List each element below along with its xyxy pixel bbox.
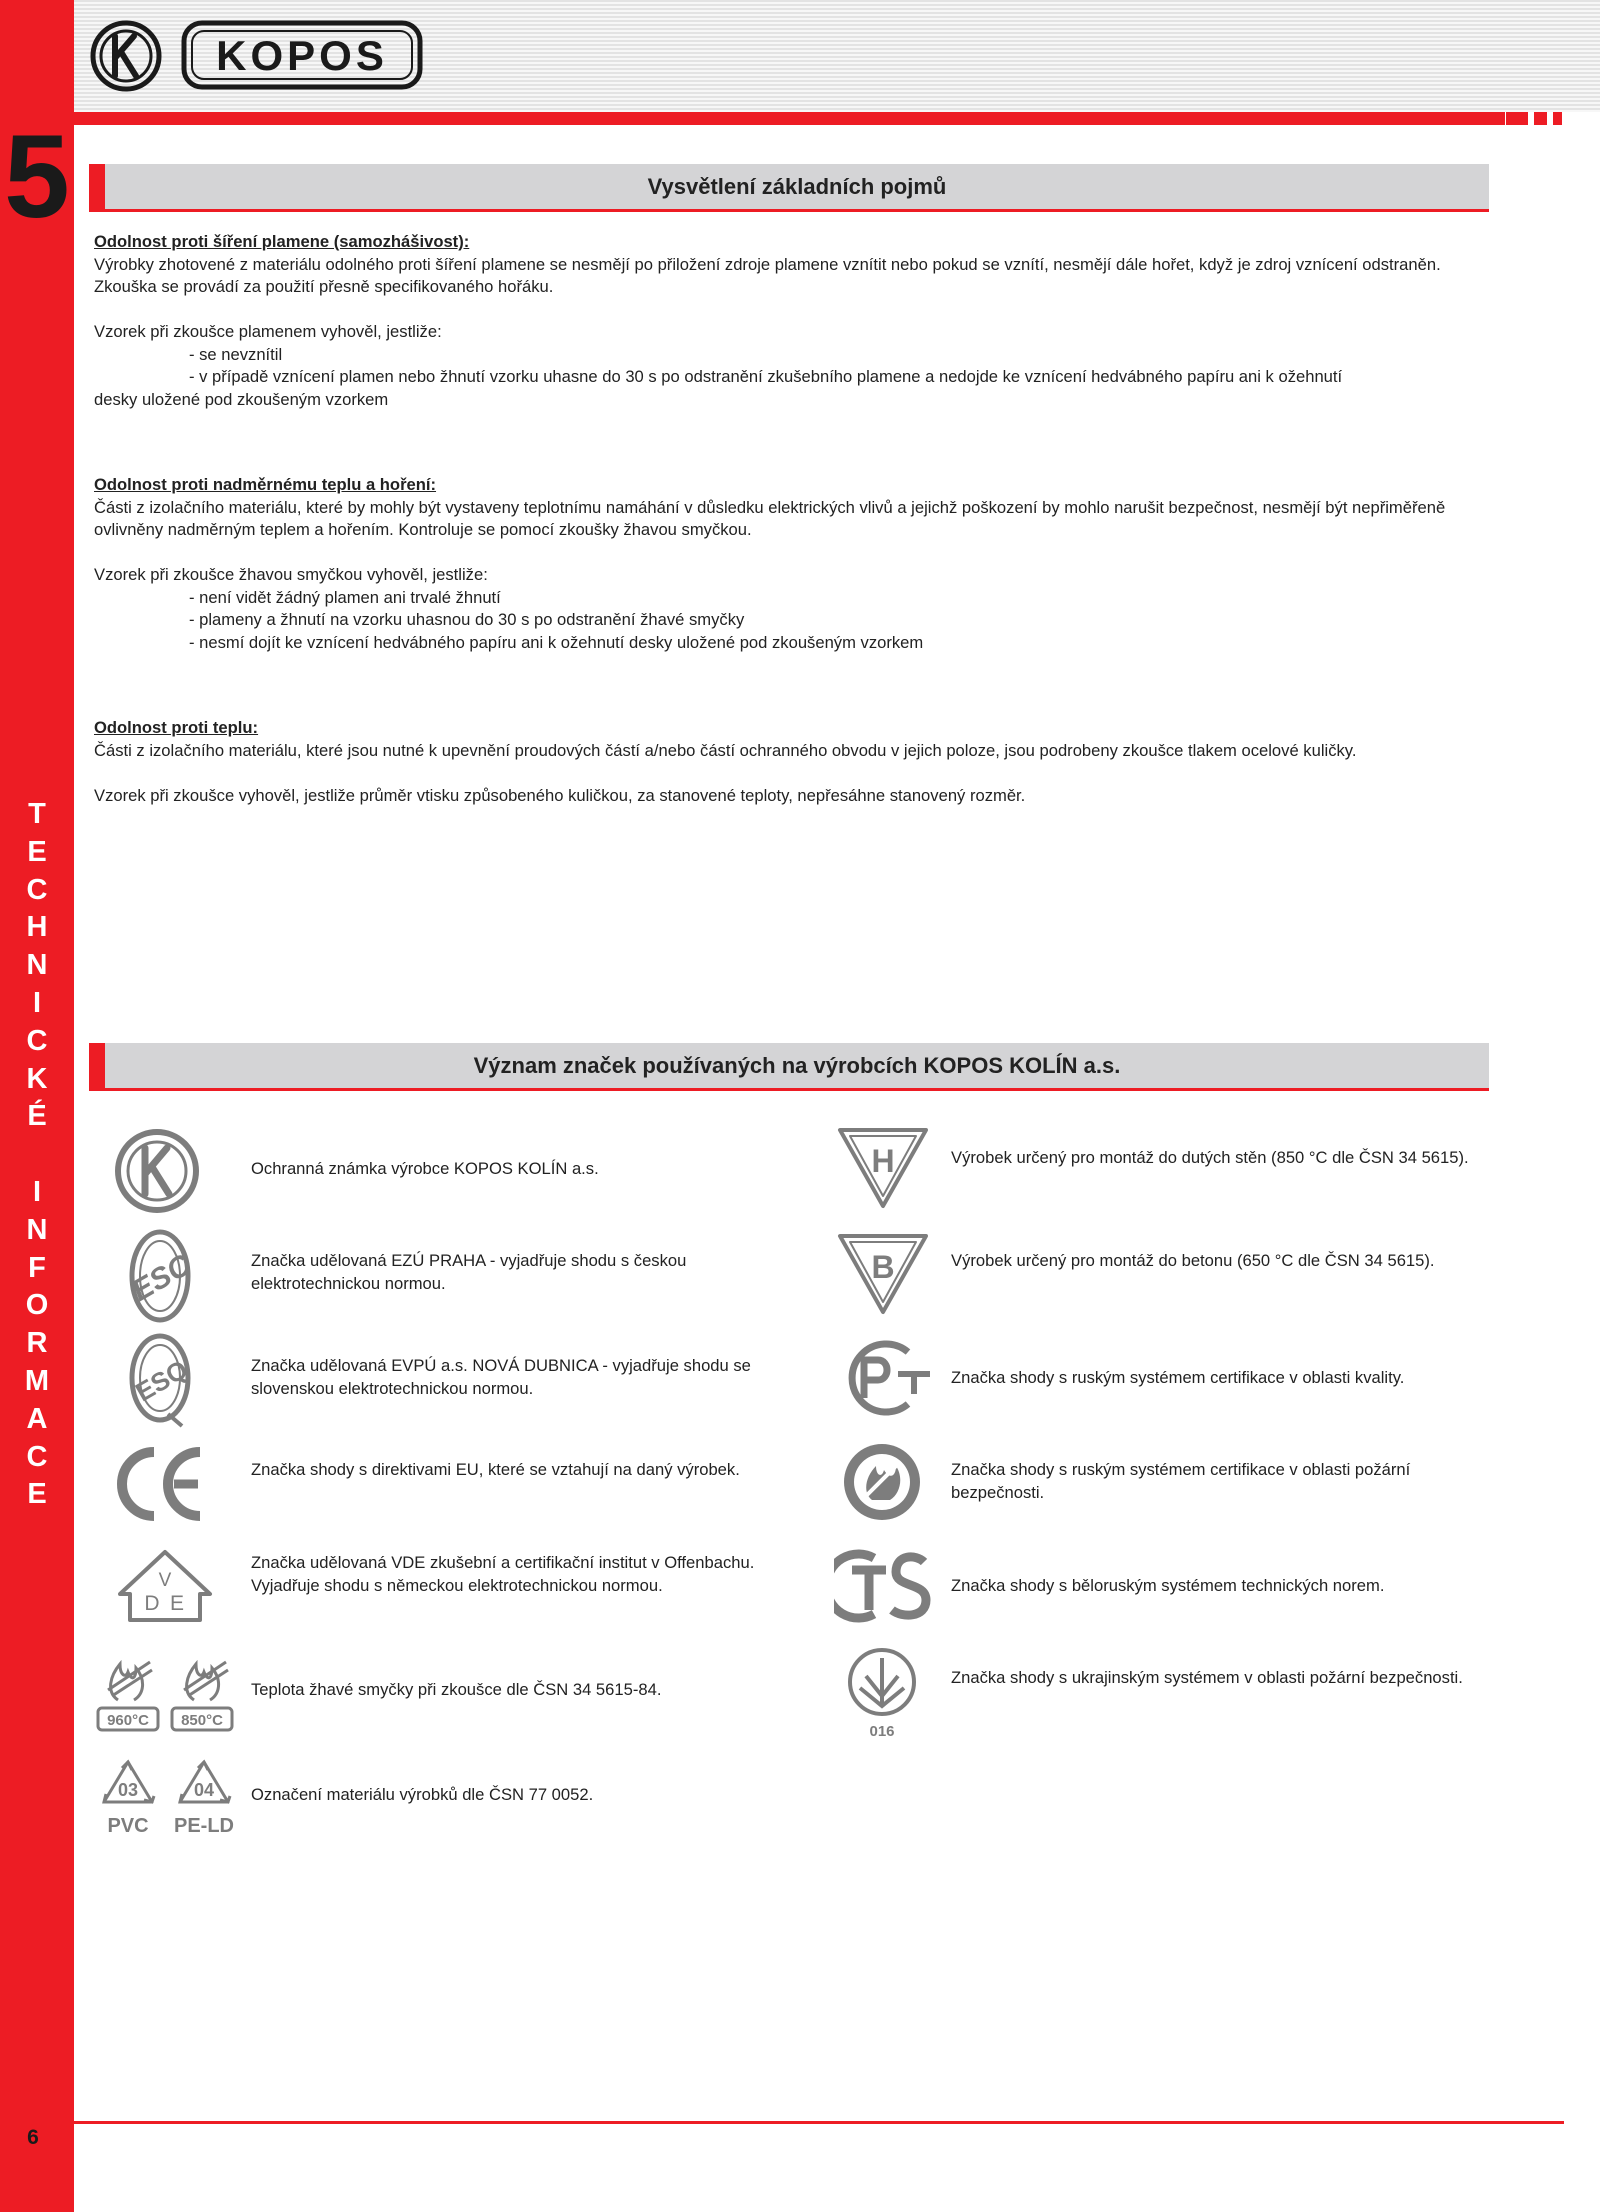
header-square — [1553, 112, 1562, 125]
vertical-letter: O — [25, 1289, 49, 1322]
header-square — [1534, 112, 1547, 125]
triangle-b-icon — [836, 1232, 930, 1321]
svg-text:960°C: 960°C — [107, 1712, 149, 1729]
vertical-letter: E — [27, 1478, 47, 1511]
criteria-item: desky uložené pod zkoušeným vzorkem — [94, 389, 389, 409]
vertical-letter: F — [28, 1251, 46, 1284]
symbol-description: Značka shody s direktivami EU, které se vztahují na daný výrobek. — [251, 1460, 740, 1479]
vertical-letter: A — [26, 1402, 48, 1435]
ce-mark-icon — [114, 1446, 206, 1527]
vertical-letter: I — [32, 1175, 42, 1208]
definition-heading: Odolnost proti šíření plamene (samozhášivost): — [94, 232, 470, 251]
header-square — [1506, 112, 1528, 125]
definition-heading: Odolnost proti teplu: — [94, 718, 259, 737]
criteria-intro: Vzorek při zkoušce vyhověl, jestliže průměr vtisku způsobeného kuličkou, za stanovené teploty, nepřesáhne stanovený rozměr. — [94, 785, 1026, 805]
section-title: Význam značek používaných na výrobcích KOPOS KOLÍN a.s. — [473, 1053, 1121, 1078]
svg-text:E: E — [169, 1592, 185, 1615]
chapter-number: 5 — [4, 111, 70, 243]
svg-text:PE-LD: PE-LD — [174, 1815, 234, 1837]
svg-text:ESC: ESC — [128, 1248, 192, 1308]
ukraine-fire-icon — [844, 1646, 920, 1745]
svg-text:016: 016 — [869, 1723, 895, 1740]
vertical-letter: I — [32, 986, 42, 1019]
criteria-item: - v případě vznícení plamen nebo žhnutí vzorku uhasne do 30 s po odstranění zkušebního plamene a nedojde ke vznícení hedvábného papíru ani k ožehnutí — [189, 367, 1343, 386]
footer-rule — [74, 2121, 1564, 2124]
vertical-letter: É — [27, 1100, 47, 1133]
svg-text:ESQ: ESQ — [130, 1353, 192, 1408]
header-rule — [74, 112, 1505, 125]
criteria-item: - plameny a žhnutí na vzorku uhasnou do 30 s po odstranění žhavé smyčky — [189, 610, 745, 629]
vertical-label — [0, 796, 74, 1514]
vde-mark-icon — [114, 1546, 216, 1631]
recycling-icon — [96, 1756, 236, 1845]
vertical-letter: E — [27, 835, 47, 868]
criteria-item: - se nevznítil — [189, 344, 283, 364]
svg-text:V: V — [158, 1570, 172, 1591]
svg-text:B: B — [871, 1249, 895, 1285]
page-number: 6 — [27, 2126, 39, 2149]
vertical-letter: N — [26, 949, 48, 982]
criteria-intro: Vzorek při zkoušce plamenem vyhověl, jestliže: — [94, 322, 442, 341]
vertical-letter: C — [26, 873, 48, 906]
symbol-description: Označení materiálu výrobků dle ČSN 77 0052. — [251, 1785, 594, 1804]
definition-heading: Odolnost proti nadměrnému teplu a hoření: — [94, 475, 437, 494]
vertical-letter — [0, 1136, 74, 1174]
svg-text:PVC: PVC — [107, 1815, 149, 1837]
vertical-letter: N — [26, 1213, 48, 1246]
definition-text: Části z izolačního materiálu, které jsou nutné k upevnění proudových částí a/nebo částí ochranného obvodu v jejich poloze, jsou podrobeny zkoušce tlakem ocelové kuličky. — [94, 740, 1357, 760]
gost-r-icon — [836, 1338, 932, 1423]
vertical-letter: C — [26, 1440, 48, 1473]
logo-wordmark: KOPOS — [216, 32, 388, 79]
vertical-letter: K — [26, 1062, 48, 1095]
symbol-description: Výrobek určený pro montáž do betonu (650 °C dle ČSN 34 5615). — [951, 1251, 1435, 1270]
definition-text: Výrobky zhotovené z materiálu odolného proti šíření plamene se nesmějí po přiložení zdroje plamene vznítit nebo pokud se vznítí, nesmějí dále hořet, když je zdroj vznícení odstraněn. Zkouška se provádí za použití přesně specifikovaného hořáku. — [94, 254, 1441, 296]
definition-text: Části z izolačního materiálu, které by mohly být vystaveny teplotnímu namáhání v důsledku elektrických vlivů a jejichž poškození by mohlo narušit bezpečnost, nesmějí být nepřiměřeně ovlivněny nadměrným teplem a hořením. Kontroluje se pomocí zkoušky žhavou smyčkou. — [94, 497, 1446, 539]
symbol-description: Značka udělovaná EVPÚ a.s. NOVÁ DUBNICA - vyjadřuje shodu se slovenskou elektrotechnickou normou. — [251, 1356, 751, 1398]
kopos-k-logo-icon — [114, 1128, 200, 1219]
svg-text:D: D — [144, 1592, 160, 1615]
section-title: Vysvětlení základních pojmů — [647, 174, 947, 199]
symbol-description: Značka udělovaná EZÚ PRAHA - vyjadřuje shodu s českou elektrotechnickou normou. — [251, 1251, 687, 1293]
ezu-esc-icon — [128, 1228, 192, 1329]
symbol-description: Ochranná známka výrobce KOPOS KOLÍN a.s. — [251, 1159, 599, 1178]
symbol-description: Teplota žhavé smyčky při zkoušce dle ČSN 34 5615-84. — [251, 1680, 662, 1699]
section-title-bar — [89, 164, 1489, 212]
symbol-description: Značka udělovaná VDE zkušební a certifikační institut v Offenbachu. Vyjadřuje shodu s německou elektrotechnickou normou. — [251, 1553, 755, 1595]
symbol-description: Značka shody s běloruským systémem technických norem. — [951, 1576, 1385, 1595]
symbol-description: Značka shody s ruským systémem certifikace v oblasti kvality. — [951, 1368, 1405, 1387]
svg-text:03: 03 — [117, 1780, 139, 1800]
criteria-item: - není vidět žádný plamen ani trvalé žhnutí — [189, 587, 501, 607]
vertical-letter: R — [26, 1327, 48, 1360]
vertical-letter: M — [24, 1364, 50, 1397]
vertical-letter: C — [26, 1024, 48, 1057]
triangle-h-icon — [836, 1126, 930, 1215]
belarus-st-icon — [834, 1548, 932, 1629]
vertical-letter: H — [26, 911, 48, 944]
vertical-letter: T — [28, 798, 46, 830]
symbol-description: Značka shody s ruským systémem certifikace v oblasti požární bezpečnosti. — [951, 1460, 1411, 1502]
glow-wire-icon — [96, 1652, 236, 1737]
definition-block — [94, 474, 1488, 654]
kopos-logo — [88, 18, 428, 99]
symbol-description: Výrobek určený pro montáž do dutých stěn (850 °C dle ČSN 34 5615). — [951, 1148, 1469, 1167]
svg-text:H: H — [871, 1143, 895, 1179]
svg-text:04: 04 — [193, 1780, 215, 1800]
evpu-esq-icon — [128, 1332, 192, 1433]
definition-block — [94, 231, 1488, 411]
section-title-bar — [89, 1043, 1489, 1091]
criteria-intro: Vzorek při zkoušce žhavou smyčkou vyhověl, jestliže: — [94, 565, 488, 584]
svg-text:850°C: 850°C — [181, 1712, 223, 1729]
symbol-description: Značka shody s ukrajinským systémem v oblasti požární bezpečnosti. — [951, 1668, 1463, 1687]
criteria-item: - nesmí dojít ke vznícení hedvábného papíru ani k ožehnutí desky uložené pod zkoušeným vzorkem — [189, 632, 924, 652]
definition-block — [94, 717, 1488, 807]
russian-fire-icon — [840, 1440, 924, 1529]
